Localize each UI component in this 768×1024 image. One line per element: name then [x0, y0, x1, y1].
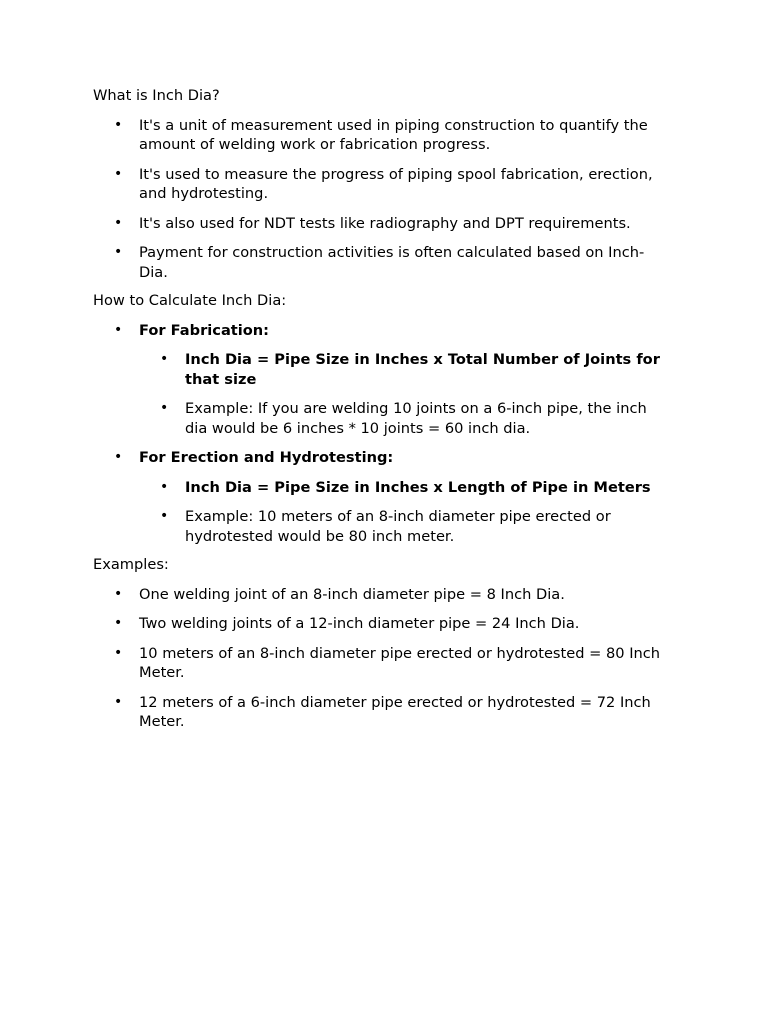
list-item — [93, 644, 673, 683]
bullet-icon: • — [160, 400, 169, 416]
list-item-text: It's a unit of measurement used in piping construction to quantify the amount of welding work or fabrication progress. — [139, 116, 648, 153]
bullet-icon: • — [160, 351, 169, 367]
bullet-icon: • — [114, 165, 123, 182]
list-item-fabrication — [93, 321, 673, 439]
bullet-icon: • — [114, 644, 123, 661]
fabrication-sublist — [139, 350, 673, 438]
list-item — [93, 243, 673, 282]
bullet-icon: • — [114, 693, 123, 710]
fabrication-label: For Fabrication: — [139, 321, 270, 339]
intro-list — [93, 116, 673, 283]
sublist-item — [139, 478, 673, 498]
fabrication-formula: Inch Dia = Pipe Size in Inches x Total Number of Joints for that size — [185, 351, 660, 388]
erection-sublist — [139, 478, 673, 547]
list-item-text: It's used to measure the progress of piping spool fabrication, erection, and hydrotesting. — [139, 165, 653, 202]
erection-formula: Inch Dia = Pipe Size in Inches x Length of Pipe in Meters — [185, 478, 651, 496]
list-item-text: 12 meters of a 6-inch diameter pipe erected or hydrotested = 72 Inch Meter. — [139, 693, 651, 730]
list-item — [93, 165, 673, 204]
bullet-icon: • — [114, 116, 123, 133]
bullet-icon: • — [114, 615, 123, 631]
bullet-icon: • — [160, 478, 169, 495]
list-item-text: Payment for construction activities is often calculated based on Inch-Dia. — [139, 244, 645, 281]
calc-list — [93, 321, 673, 547]
bullet-icon: • — [114, 585, 123, 602]
sublist-item — [139, 399, 673, 438]
bullet-icon: • — [114, 244, 123, 260]
examples-heading: Examples: — [93, 556, 169, 573]
list-item-text: 10 meters of an 8-inch diameter pipe erected or hydrotested = 80 Inch Meter. — [139, 644, 661, 681]
list-item — [93, 116, 673, 155]
list-item-text: One welding joint of an 8-inch diameter pipe = 8 Inch Dia. — [139, 585, 565, 603]
bullet-icon: • — [114, 449, 123, 465]
list-item-erection — [93, 448, 673, 546]
document-page — [93, 86, 673, 732]
examples-list — [93, 585, 673, 732]
intro-heading: What is Inch Dia? — [93, 87, 220, 104]
bullet-icon: • — [114, 321, 123, 338]
fabrication-example: Example: If you are welding 10 joints on a 6-inch pipe, the inch dia would be 6 inches * 10 joints = 60 inch dia. — [185, 400, 647, 437]
list-item — [93, 693, 673, 732]
list-item-text: It's also used for NDT tests like radiography and DPT requirements. — [139, 214, 631, 232]
list-item — [93, 614, 673, 634]
sublist-item — [139, 350, 673, 389]
sublist-item — [139, 507, 673, 546]
bullet-icon: • — [114, 214, 123, 231]
erection-example: Example: 10 meters of an 8-inch diameter pipe erected or hydrotested would be 80 inch meter. — [185, 508, 611, 545]
list-item — [93, 214, 673, 234]
bullet-icon: • — [160, 508, 169, 524]
list-item-text: Two welding joints of a 12-inch diameter pipe = 24 Inch Dia. — [139, 615, 580, 632]
erection-label: For Erection and Hydrotesting: — [139, 449, 394, 466]
calc-heading: How to Calculate Inch Dia: — [93, 292, 287, 309]
list-item — [93, 585, 673, 605]
